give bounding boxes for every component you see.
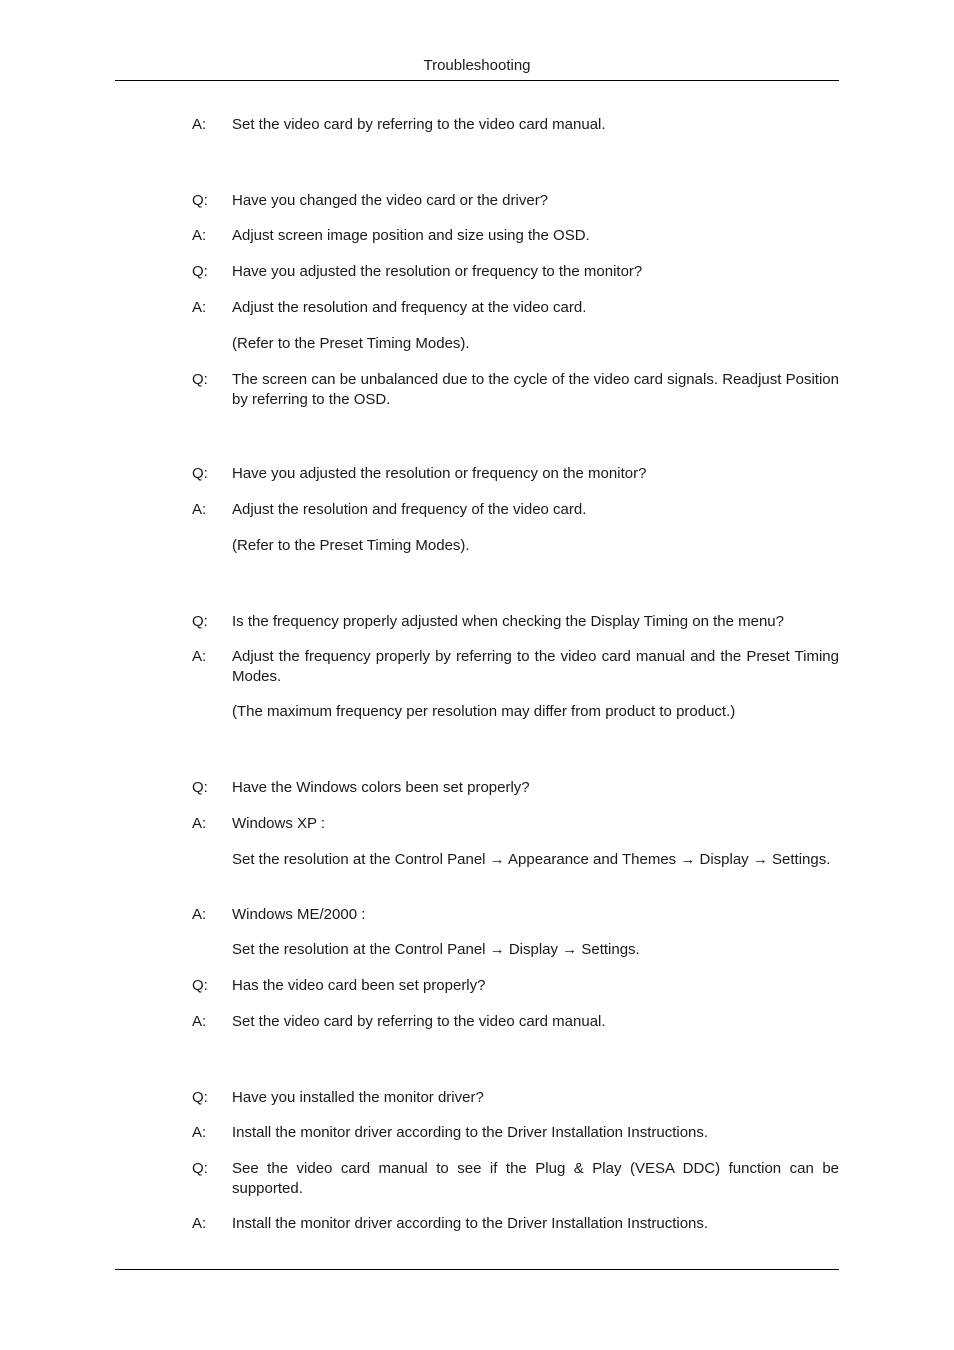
qa-text: Adjust screen image position and size using the OSD. <box>232 227 590 244</box>
qa-text: The screen can be unbalanced due to the cycle of the video card signals. Readjust Position by referring to the OSD. <box>232 371 839 408</box>
qa-row <box>192 940 839 960</box>
qa-text: Adjust the resolution and frequency of the video card. <box>232 501 587 518</box>
qa-text: Have you changed the video card or the driver? <box>232 192 549 209</box>
qa-text: Install the monitor driver according to the Driver Installation Instructions. <box>232 1215 709 1232</box>
qa-text: Windows ME/2000 : <box>232 906 366 923</box>
qa-prefix: Q: <box>192 779 208 796</box>
qa-row <box>192 702 839 722</box>
qa-prefix: Q: <box>192 192 208 209</box>
qa-prefix: A: <box>192 1124 207 1141</box>
qa-row <box>192 1012 839 1032</box>
qa-text: Is the frequency properly adjusted when checking the Display Timing on the menu? <box>232 613 784 630</box>
qa-prefix: A: <box>192 299 207 316</box>
qa-row <box>192 814 839 834</box>
qa-text: Adjust the resolution and frequency at the video card. <box>232 299 587 316</box>
qa-row <box>192 1123 839 1143</box>
qa-row <box>192 191 839 211</box>
qa-text: Set the resolution at the Control Panel → Display → Settings. <box>232 941 640 958</box>
qa-text: (The maximum frequency per resolution may differ from product to product.) <box>232 703 736 720</box>
qa-prefix: A: <box>192 815 207 832</box>
qa-row <box>192 262 839 282</box>
qa-text: Has the video card been set properly? <box>232 977 486 994</box>
qa-row <box>192 500 839 520</box>
qa-text: Set the video card by referring to the video card manual. <box>232 1013 606 1030</box>
qa-text: (Refer to the Preset Timing Modes). <box>232 335 470 352</box>
footer-divider <box>115 1269 839 1270</box>
qa-text: Adjust the frequency properly by referring to the video card manual and the Preset Timing Modes. <box>232 648 839 685</box>
qa-prefix: A: <box>192 227 207 244</box>
qa-prefix: A: <box>192 1013 207 1030</box>
qa-prefix: A: <box>192 501 207 518</box>
qa-text: Windows XP : <box>232 815 326 832</box>
qa-prefix: Q: <box>192 1089 208 1106</box>
qa-prefix: A: <box>192 648 207 665</box>
qa-prefix: Q: <box>192 371 208 388</box>
qa-row <box>192 1088 839 1108</box>
qa-prefix: Q: <box>192 613 208 630</box>
qa-prefix: A: <box>192 906 207 923</box>
qa-text: Have you installed the monitor driver? <box>232 1089 484 1106</box>
header-divider <box>115 80 839 81</box>
qa-text: See the video card manual to see if the Plug & Play (VESA DDC) function can be supported. <box>232 1160 839 1197</box>
qa-prefix: Q: <box>192 465 208 482</box>
qa-text: Set the resolution at the Control Panel → Appearance and Themes → Display → Settings. <box>232 851 831 868</box>
qa-prefix: Q: <box>192 1160 208 1177</box>
qa-row <box>192 850 839 870</box>
qa-text: Have you adjusted the resolution or frequency on the monitor? <box>232 465 647 482</box>
qa-row <box>192 1214 839 1234</box>
qa-prefix: Q: <box>192 263 208 280</box>
qa-row <box>192 370 839 409</box>
qa-prefix: A: <box>192 116 207 133</box>
qa-prefix: A: <box>192 1215 207 1232</box>
qa-row <box>192 464 839 484</box>
qa-row <box>192 115 839 135</box>
qa-row <box>192 976 839 996</box>
qa-text: Have the Windows colors been set properly? <box>232 779 530 796</box>
qa-row <box>192 612 839 632</box>
qa-row <box>192 778 839 798</box>
qa-row <box>192 647 839 686</box>
qa-row <box>192 536 839 556</box>
qa-text: Have you adjusted the resolution or frequency to the monitor? <box>232 263 643 280</box>
qa-text: (Refer to the Preset Timing Modes). <box>232 537 470 554</box>
qa-row <box>192 298 839 318</box>
qa-prefix: Q: <box>192 977 208 994</box>
page-header-title: Troubleshooting <box>423 57 531 74</box>
qa-text: Install the monitor driver according to the Driver Installation Instructions. <box>232 1124 709 1141</box>
qa-row <box>192 1159 839 1198</box>
qa-row <box>192 905 839 925</box>
qa-row <box>192 226 839 246</box>
qa-row <box>192 334 839 354</box>
qa-text: Set the video card by referring to the video card manual. <box>232 116 606 133</box>
